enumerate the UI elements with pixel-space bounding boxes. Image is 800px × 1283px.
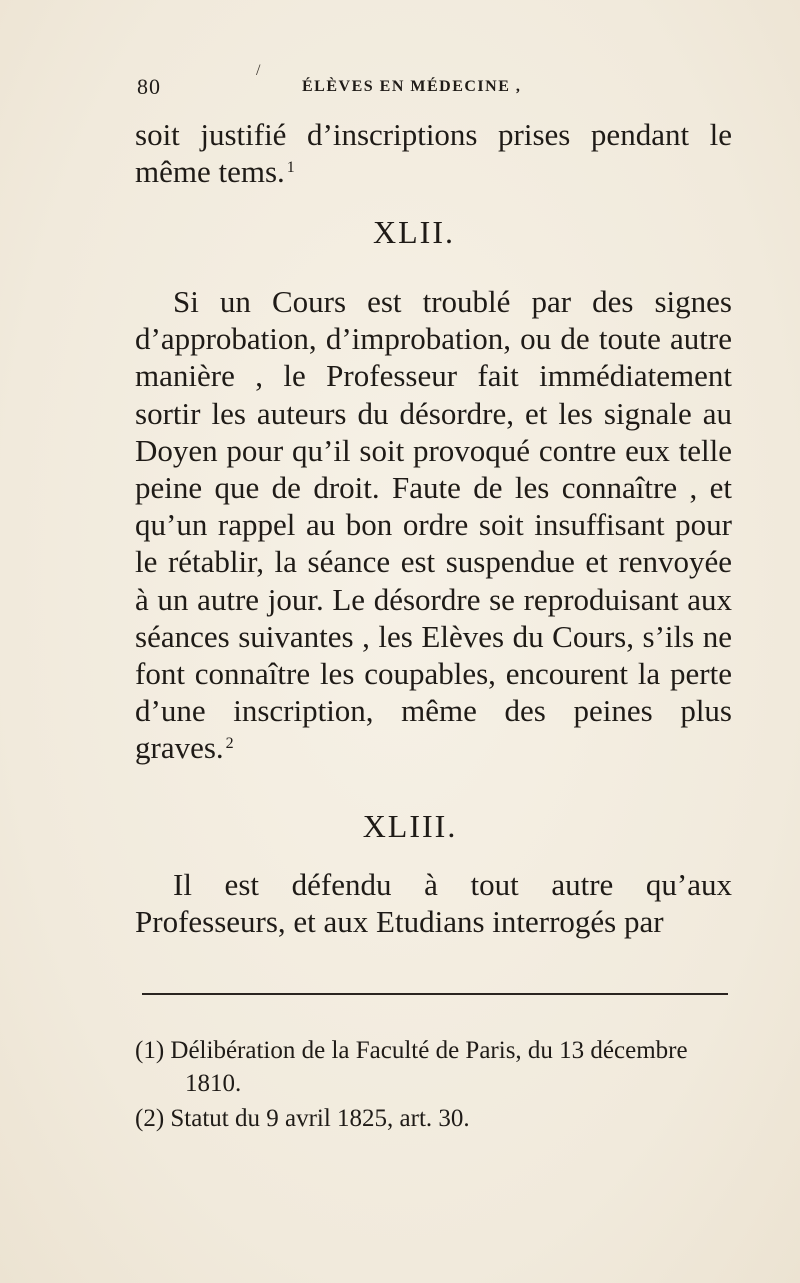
footnotes (135, 1034, 735, 1137)
continued-paragraph (135, 116, 732, 190)
article-paragraph (135, 866, 732, 940)
page-number: 80 (137, 74, 161, 99)
footnote-divider (142, 993, 728, 995)
paragraph-text: Si un Cours est troublé par des signes d’approbation, d’improbation, ou de toute autre manière , le Professeur fait immédiatement sortir les auteurs du désordre, et les signale au Doyen pour qu’il soit provoqué contre eux telle peine que de droit. Faute de les connaître , et qu’un rappel au bon ordre soit insuffisant pour le rétablir, la séance est suspendue et renvoyée à un autre jour. Le désordre se reproduisant aux séances suivantes , les Elèves du Cours, s’ils ne font connaître les coupables, encourent la perte d’une inscription, même des peines plus graves. (135, 284, 732, 766)
article-heading: XLIII. (362, 808, 458, 844)
footnote: (2) Statut du 9 avril 1825, art. 30. (135, 1105, 470, 1132)
footnote-ref: 1 (286, 159, 295, 177)
article-heading: XLII. (373, 214, 455, 250)
footnote-ref: 2 (225, 735, 234, 753)
ink-mark: / (256, 62, 261, 79)
paragraph-text: Il est défendu à tout autre qu’aux Professeurs, et aux Etudians interrogés par (135, 867, 732, 940)
running-head (137, 74, 607, 104)
running-title: ÉLÈVES EN MÉDECINE , (302, 78, 522, 95)
paragraph-text: soit justifié d’inscriptions prises pendant le même tems. (135, 117, 732, 190)
article-paragraph (135, 283, 732, 767)
footnote: (1) Délibération de la Faculté de Paris, du 13 décembre 1810. (135, 1037, 688, 1097)
